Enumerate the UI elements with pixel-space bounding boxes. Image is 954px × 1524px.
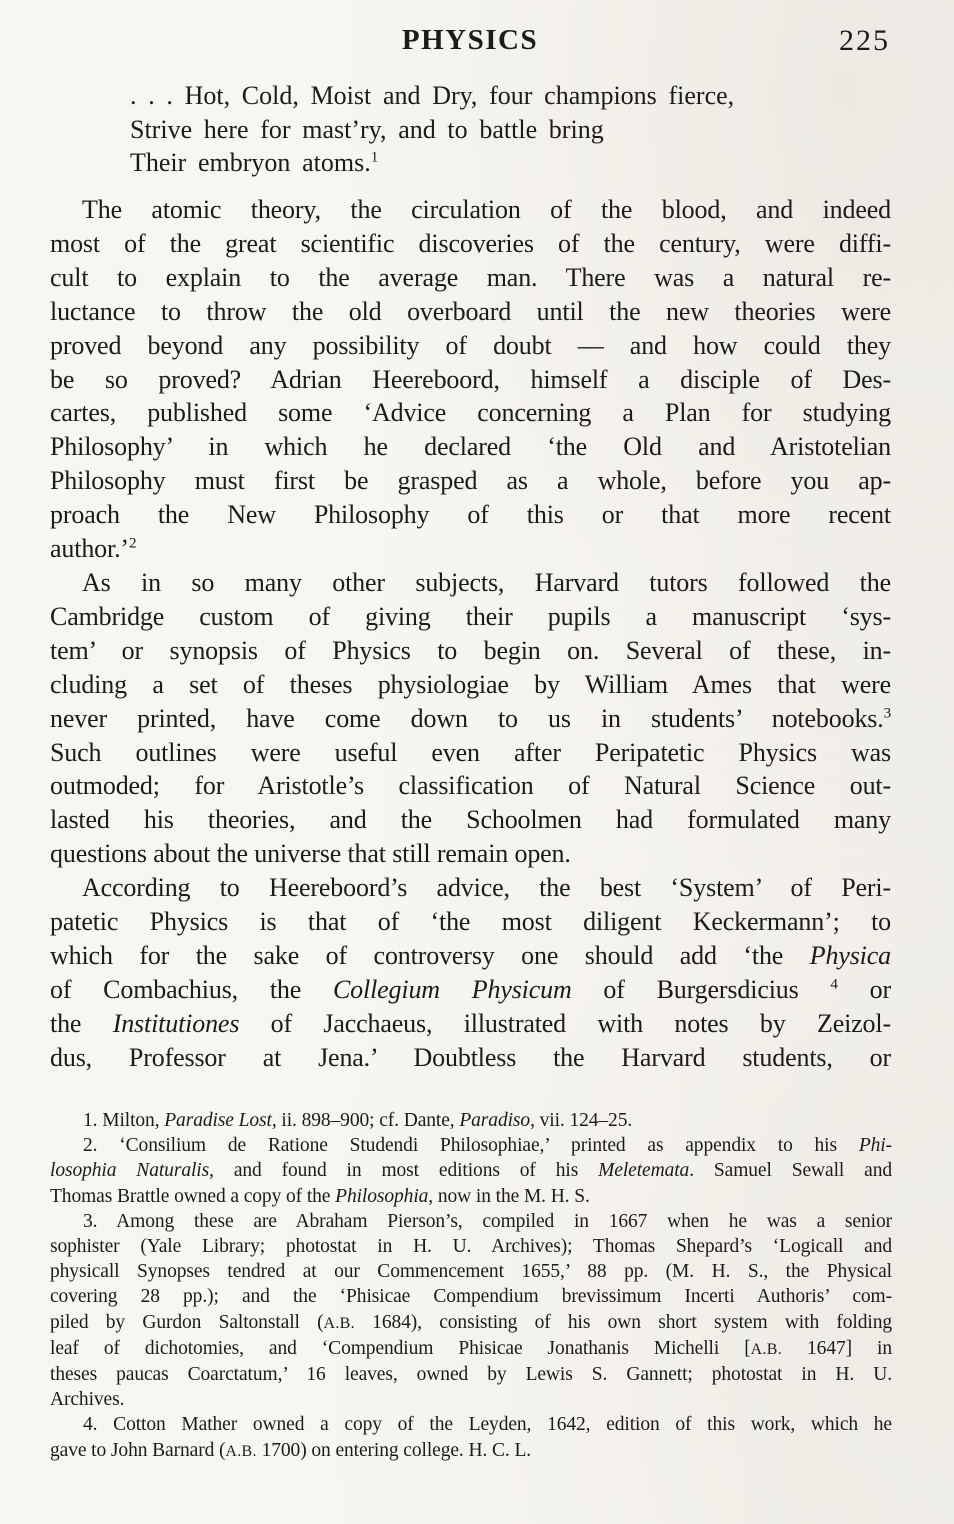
text-line — [50, 498, 891, 532]
text-line — [50, 769, 891, 803]
text-segment: Philosophy must first be grasped as a whole, before you ap- — [50, 466, 891, 496]
text-segment: , now in the M. H. S. — [428, 1185, 590, 1207]
text-segment: Strive here for mast’ry, and to battle bring — [130, 114, 604, 144]
text-line — [50, 1209, 892, 1234]
footnote-reference: 2 — [128, 535, 137, 552]
text-line — [50, 1184, 892, 1209]
text-line — [50, 702, 891, 736]
paragraph — [130, 79, 875, 180]
text-line — [50, 532, 891, 566]
text-segment: As in so many other subjects, Harvard tutors followed the — [82, 567, 891, 597]
text-segment: proach the New Philosophy of this or that more recent — [50, 500, 891, 530]
text-line — [50, 396, 891, 430]
text-line — [50, 1007, 891, 1041]
text-segment: . Samuel Sewall and — [689, 1160, 893, 1182]
text-line — [50, 1438, 892, 1464]
text-line — [50, 1310, 892, 1336]
text-line — [50, 668, 891, 702]
text-segment: 4. Cotton Mather owned a copy of the Leyden, 1642, edition of this work, which he — [83, 1414, 892, 1436]
text-line — [50, 1234, 892, 1259]
text-segment: Philosophy’ in which he declared ‘the Old and Aristotelian — [50, 432, 891, 462]
text-segment: A.B. — [225, 1442, 257, 1460]
text-segment: cluding a set of theses physiologiae by William Ames that were — [50, 669, 891, 699]
text-segment: dus, Professor at Jena.’ Doubtless the Harvard students, or — [50, 1042, 891, 1072]
text-segment: Phi- — [858, 1135, 892, 1157]
text-segment: According to Heereboord’s advice, the best ‘System’ of Peri- — [82, 873, 891, 903]
text-segment: 1684), consisting of his own short system with folding — [354, 1311, 892, 1333]
footnote-reference: 4 — [830, 976, 838, 993]
text-line — [50, 566, 891, 600]
text-segment: leaf of dichotomies, and ‘Compendium Phisicae Jonathanis Michelli [ — [50, 1337, 751, 1359]
text-segment: 3. Among these are Abraham Pierson’s, compiled in 1667 when he was a senior — [83, 1210, 892, 1232]
text-line — [130, 113, 875, 147]
text-line — [50, 1284, 892, 1309]
text-segment: Their embryon atoms. — [130, 148, 371, 177]
paragraph — [50, 1412, 892, 1463]
text-segment: The atomic theory, the circulation of the blood, and indeed — [82, 195, 891, 224]
text-line — [50, 736, 891, 770]
text-line — [50, 837, 891, 871]
text-segment: never printed, have come down to us in students’ notebooks. — [50, 703, 884, 733]
body-text — [50, 193, 891, 1075]
text-segment: of Jacchaeus, illustrated with notes by Zeizol- — [239, 1008, 891, 1038]
text-line — [50, 1412, 892, 1437]
text-segment: Collegium Physicum — [332, 974, 572, 1004]
text-segment: of Combachius, the — [50, 974, 333, 1004]
text-segment: Paradise Lost — [164, 1110, 272, 1131]
paragraph — [50, 871, 891, 1074]
text-line — [50, 871, 891, 905]
text-segment: lasted his theories, and the Schoolmen had formulated many — [50, 805, 891, 835]
text-line — [50, 600, 891, 634]
text-segment: , vii. 124–25. — [530, 1110, 633, 1131]
text-segment: covering 28 pp.); and the ‘Phisicae Compendium brevissimum Incerti Authoris’ com- — [50, 1286, 892, 1308]
text-segment: piled by Gurdon Saltonstall ( — [50, 1311, 324, 1333]
text-segment: , and found in most editions of his — [209, 1160, 599, 1182]
text-line — [130, 146, 875, 180]
paragraph — [50, 1108, 892, 1133]
text-segment: sophister (Yale Library; photostat in H. U. Archives); Thomas Shepard’s ‘Logicall and — [50, 1236, 892, 1258]
text-line — [130, 79, 875, 113]
text-segment: Cambridge custom of giving their pupils a manuscript ‘sys- — [50, 601, 891, 631]
text-segment: A.B. — [323, 1314, 355, 1332]
text-segment: physicall Synopses tendred at our Commencement 1655,’ 88 pp. (M. H. S., the Physical — [50, 1261, 892, 1283]
text-segment: , ii. 898–900; cf. Dante, — [271, 1110, 460, 1131]
text-line — [50, 803, 891, 837]
page-number: 225 — [839, 24, 890, 57]
text-segment: losophia Naturalis — [50, 1160, 210, 1182]
paragraph — [50, 566, 891, 871]
text-segment: 1700) on entering college. H. C. L. — [256, 1439, 532, 1461]
page-title: PHYSICS — [401, 24, 539, 56]
text-segment: proved beyond any possibility of doubt — and how could they — [50, 330, 891, 360]
text-segment: theses paucas Coarctatum,’ 16 leaves, owned by Lewis S. Gannett; photostat in H. U. — [50, 1364, 892, 1386]
text-segment: luctance to throw the old overboard until the new theories were — [50, 296, 891, 326]
text-segment: Institutiones — [112, 1008, 240, 1038]
text-segment: be so proved? Adrian Heereboord, himself a disciple of Des- — [50, 364, 891, 394]
text-segment: 1. Milton, — [83, 1110, 165, 1131]
text-line — [50, 295, 891, 329]
text-line — [50, 227, 891, 261]
text-line — [50, 261, 891, 295]
text-segment: gave to John Barnard ( — [50, 1439, 226, 1461]
text-line — [50, 634, 891, 668]
text-line — [50, 329, 891, 363]
footnote-reference: 1 — [370, 149, 379, 166]
text-segment: 2. ‘Consilium de Ratione Studendi Philosophiae,’ printed as appendix to his — [83, 1135, 859, 1157]
text-segment: or — [837, 974, 891, 1004]
text-segment: 1647] in — [782, 1337, 892, 1359]
text-segment: Such outlines were useful even after Peripatetic Physics was — [50, 737, 891, 767]
text-segment: Archives. — [50, 1389, 125, 1411]
text-segment: cartes, published some ‘Advice concerning a Plan for studying — [50, 398, 891, 428]
text-line — [50, 193, 891, 227]
text-segment: Physica — [809, 940, 891, 970]
text-line — [50, 1133, 892, 1158]
text-segment: A.B. — [750, 1340, 782, 1358]
text-segment: Meletemata — [598, 1160, 690, 1182]
text-line — [50, 464, 891, 498]
text-segment: which for the sake of controversy one should add ‘the — [50, 940, 810, 970]
text-segment: . . . Hot, Cold, Moist and Dry, four champions fierce, — [130, 81, 735, 110]
text-line — [50, 1387, 892, 1412]
text-line — [50, 363, 891, 397]
text-line — [50, 973, 891, 1007]
text-segment: questions about the universe that still remain open. — [50, 839, 571, 869]
text-line — [50, 1158, 892, 1183]
text-segment: patetic Physics is that of ‘the most diligent Keckermann’; to — [50, 907, 891, 937]
text-line — [50, 1259, 892, 1284]
text-segment: cult to explain to the average man. There was a natural re- — [50, 262, 891, 292]
text-line — [50, 905, 891, 939]
text-segment: Philosophia — [335, 1185, 429, 1207]
footnotes-section — [50, 1108, 892, 1464]
footnote-reference: 3 — [883, 704, 891, 721]
text-segment: most of the great scientific discoveries of the century, were diffi- — [50, 228, 891, 258]
paragraph — [50, 193, 891, 566]
text-segment: tem’ or synopsis of Physics to begin on. Several of these, in- — [50, 635, 891, 665]
epigraph-verse — [130, 79, 875, 180]
text-segment: Thomas Brattle owned a copy of the — [50, 1185, 336, 1207]
text-segment: outmoded; for Aristotle’s classification of Natural Science out- — [50, 771, 891, 801]
paragraph — [50, 1133, 892, 1209]
text-line — [50, 1041, 891, 1075]
text-line — [50, 939, 891, 973]
text-segment: Paradiso — [459, 1110, 531, 1131]
text-line — [50, 430, 891, 464]
text-line — [50, 1108, 892, 1133]
text-line — [50, 1362, 892, 1387]
page-header — [50, 24, 890, 64]
paragraph — [50, 1209, 892, 1413]
text-segment: of Burgersdicius — [571, 974, 831, 1004]
text-line — [50, 1336, 892, 1362]
text-segment: the — [50, 1008, 113, 1038]
text-segment: author.’ — [50, 534, 129, 564]
